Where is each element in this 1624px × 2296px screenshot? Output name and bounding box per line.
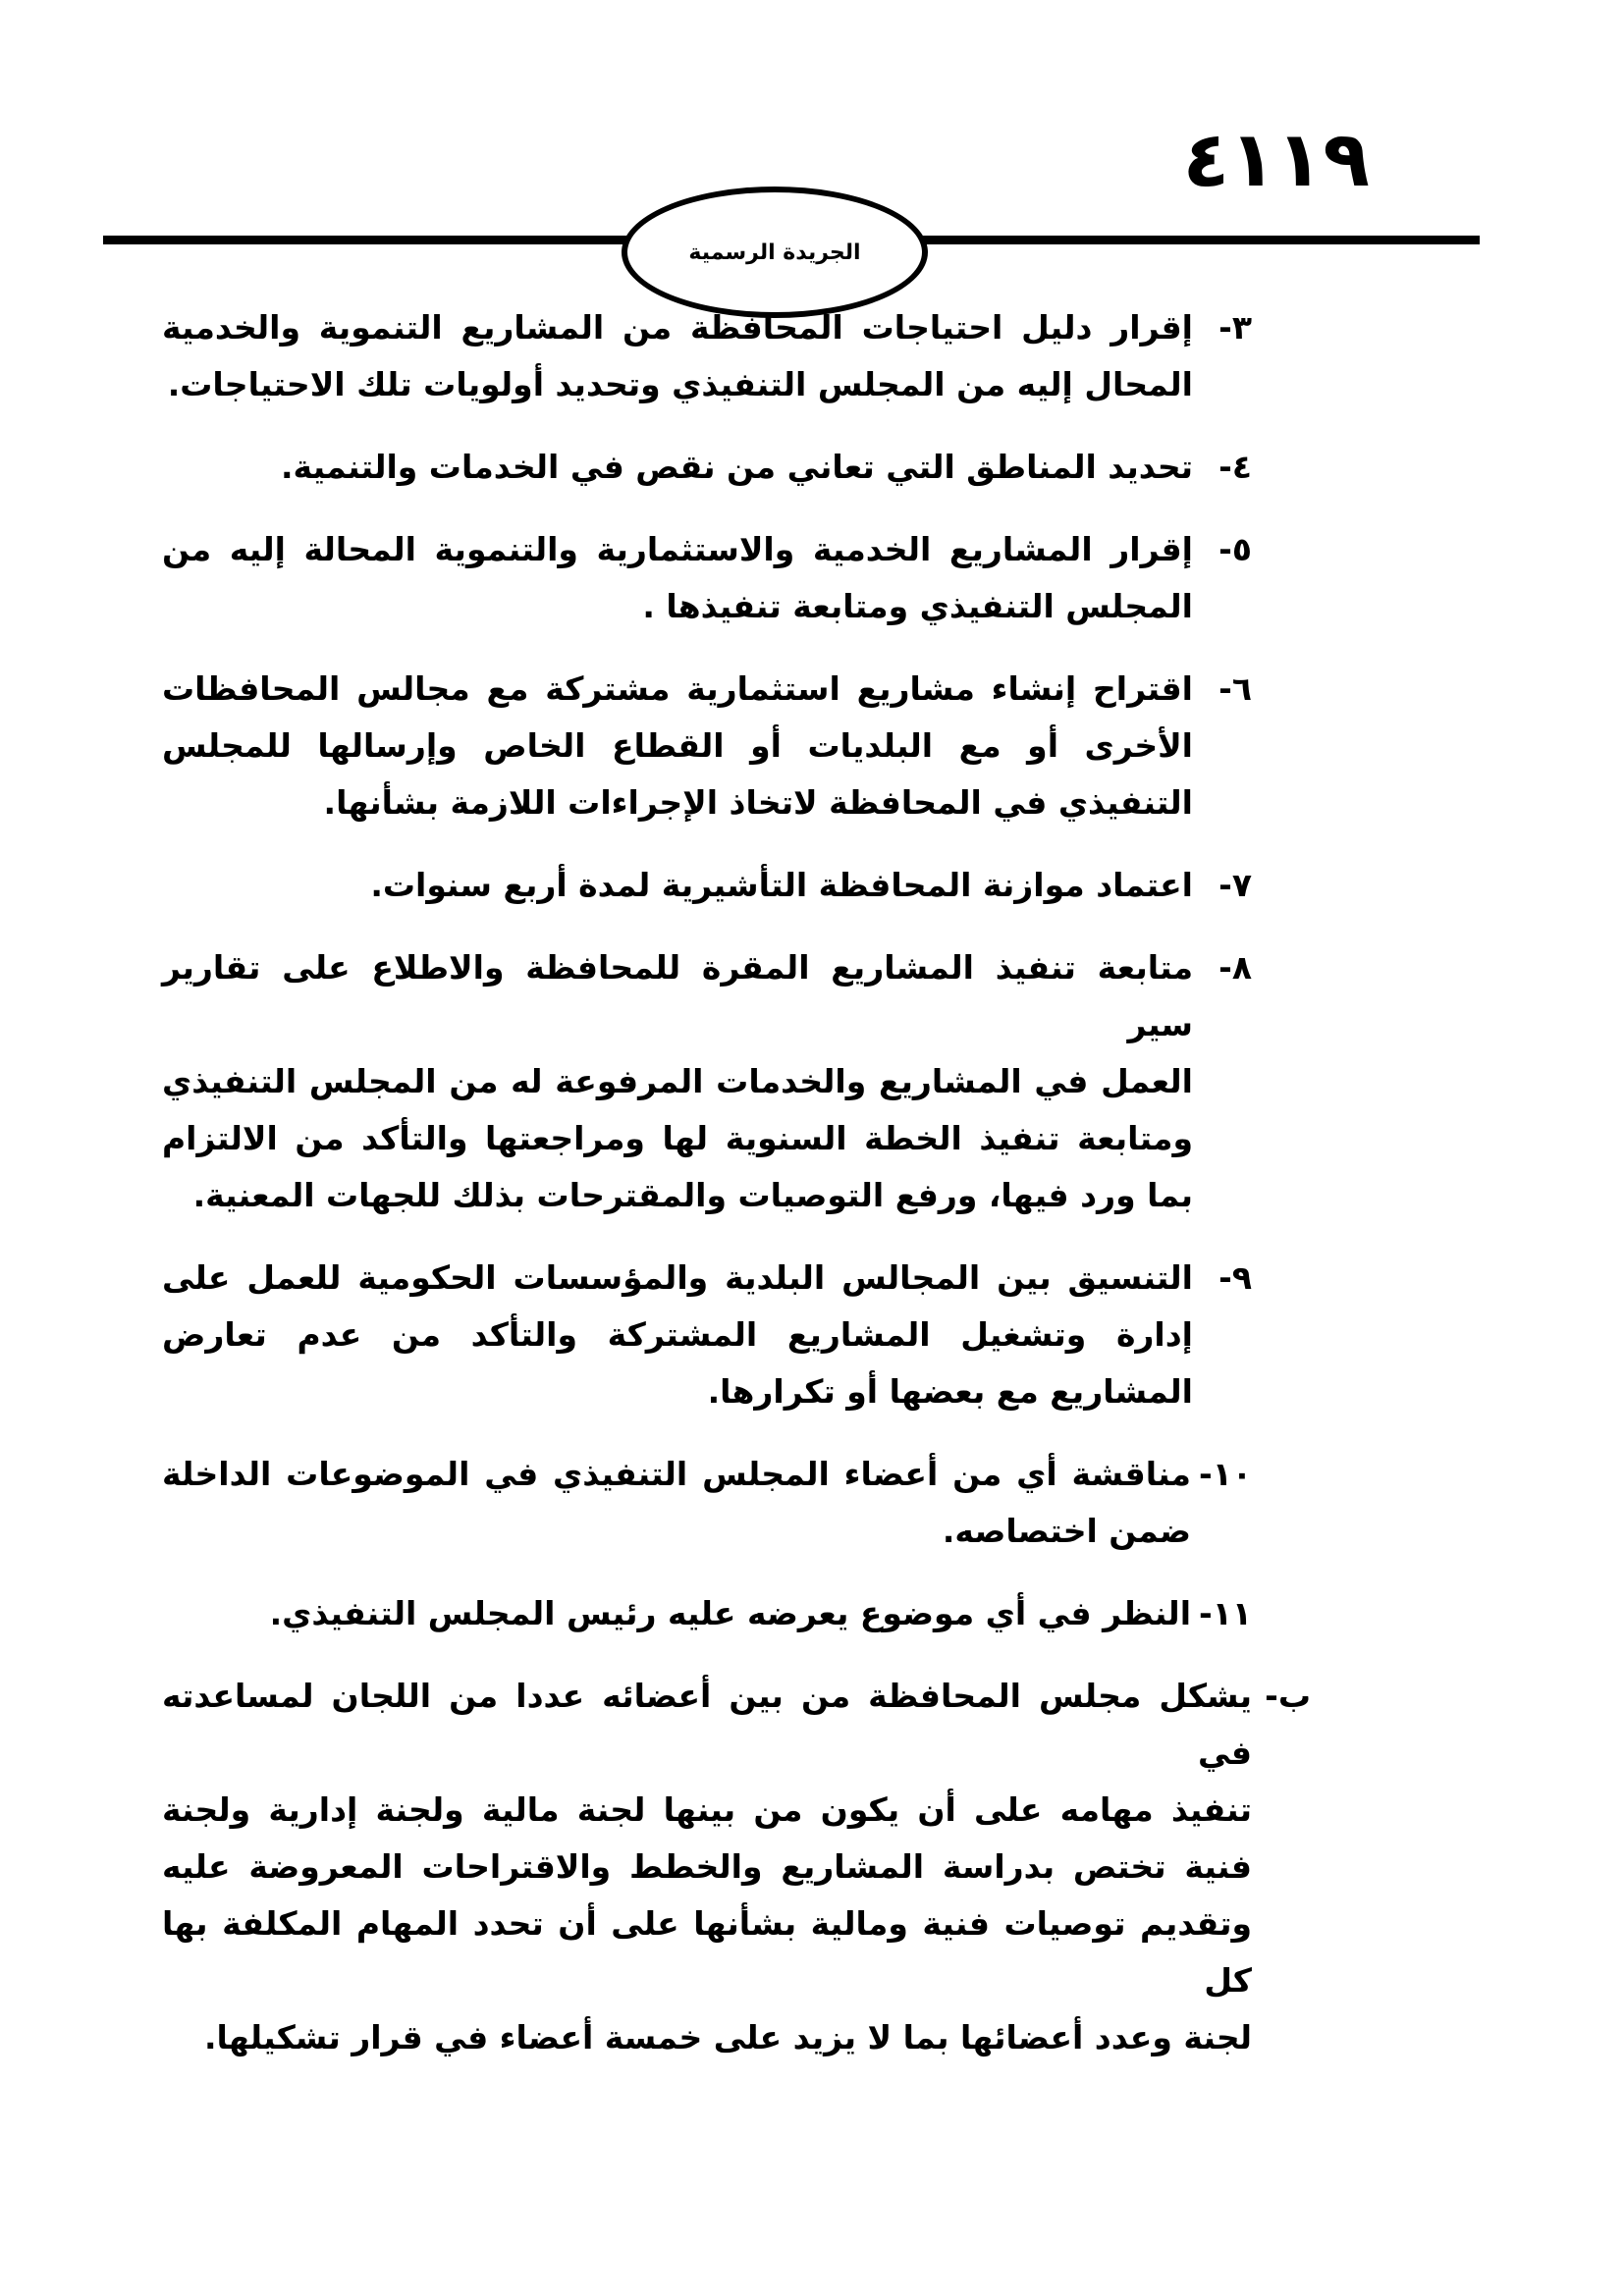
item-text-line: النظر في أي موضوع يعرضه عليه رئيس المجلس التنفيذي. bbox=[269, 1594, 1191, 1632]
item-text bbox=[162, 857, 1193, 914]
item-number: ٦- bbox=[1218, 669, 1252, 708]
item-number: ٣- bbox=[1218, 308, 1252, 347]
item-text-line: اعتماد موازنة المحافظة التأشيرية لمدة أربع سنوات. bbox=[370, 866, 1193, 904]
item-text-line: إقرار المشاريع الخدمية والاستثمارية والتنموية المحالة إليه من bbox=[162, 530, 1193, 568]
item-text-line: المحال إليه من المجلس التنفيذي وتحديد أولويات تلك الاحتياجات. bbox=[167, 365, 1193, 403]
list-item bbox=[162, 299, 1252, 413]
item-text-line: التنسيق بين المجالس البلدية والمؤسسات الحكومية للعمل على bbox=[162, 1258, 1193, 1297]
item-text-line: تحديد المناطق التي تعاني من نقص في الخدمات والتنمية. bbox=[281, 448, 1193, 486]
item-number: ١٠- bbox=[1199, 1455, 1252, 1493]
list-item bbox=[162, 661, 1252, 831]
item-text-line: تنفيذ مهامه على أن يكون من بينها لجنة مالية ولجنة إدارية ولجنة bbox=[162, 1790, 1252, 1829]
item-text-line: إقرار دليل احتياجات المحافظة من المشاريع التنموية والخدمية bbox=[162, 308, 1193, 347]
item-text bbox=[162, 439, 1193, 496]
item-number: ٥- bbox=[1218, 530, 1252, 568]
item-text-line: المشاريع مع بعضها أو تكرارها. bbox=[707, 1372, 1193, 1411]
item-text-line: مناقشة أي من أعضاء المجلس التنفيذي في الموضوعات الداخلة bbox=[162, 1455, 1191, 1493]
item-number: ٤- bbox=[1218, 448, 1252, 486]
item-text bbox=[162, 661, 1193, 831]
item-text-line: لجنة وعدد أعضائها بما لا يزيد على خمسة أعضاء في قرار تشكيلها. bbox=[203, 2018, 1252, 2056]
list-item bbox=[162, 1250, 1252, 1420]
item-text-line: ضمن اختصاصه. bbox=[942, 1512, 1191, 1550]
item-text-line: اقتراح إنشاء مشاريع استثمارية مشتركة مع مجالس المحافظات bbox=[162, 669, 1193, 708]
item-number: ٧- bbox=[1218, 866, 1252, 904]
list-item bbox=[162, 857, 1252, 914]
list-item bbox=[162, 939, 1252, 1224]
item-number: ب- bbox=[1265, 1677, 1311, 1715]
item-text bbox=[162, 1446, 1191, 1560]
item-text-line: التنفيذي في المحافظة لاتخاذ الإجراءات اللازمة بشأنها. bbox=[323, 783, 1193, 822]
gazette-title: الجريدة الرسمية bbox=[688, 240, 861, 265]
item-text-line: متابعة تنفيذ المشاريع المقرة للمحافظة والاطلاع على تقارير سير bbox=[162, 948, 1193, 1043]
list-item bbox=[162, 439, 1252, 496]
item-text bbox=[162, 521, 1193, 635]
item-text bbox=[162, 299, 1193, 413]
item-text-line: إدارة وتشغيل المشاريع المشتركة والتأكد من عدم تعارض bbox=[162, 1315, 1193, 1354]
list-item bbox=[162, 1446, 1252, 1560]
item-text-line: بما ورد فيها، ورفع التوصيات والمقترحات بذلك للجهات المعنية. bbox=[192, 1176, 1193, 1214]
item-text bbox=[162, 1250, 1193, 1420]
article-items bbox=[162, 299, 1311, 2092]
item-text bbox=[162, 1668, 1252, 2066]
page-number: ٤١١٩ bbox=[1182, 116, 1370, 204]
item-number: ٩- bbox=[1218, 1258, 1252, 1297]
item-text-line: الأخرى أو مع البلديات أو القطاع الخاص وإرسالها للمجلس bbox=[162, 726, 1193, 765]
item-text bbox=[162, 939, 1193, 1224]
list-item bbox=[162, 521, 1252, 635]
item-number: ٨- bbox=[1218, 948, 1252, 987]
item-text bbox=[162, 1585, 1191, 1642]
gazette-title-oval bbox=[622, 187, 928, 318]
item-text-line: وتقديم توصيات فنية ومالية بشأنها على أن تحدد المهام المكلفة بها كل bbox=[162, 1904, 1252, 2000]
list-item bbox=[162, 1668, 1311, 2066]
item-text-line: يشكل مجلس المحافظة من بين أعضائه عددا من اللجان لمساعدته في bbox=[162, 1677, 1252, 1772]
item-text-line: ومتابعة تنفيذ الخطة السنوية لها ومراجعتها والتأكد من الالتزام bbox=[162, 1119, 1193, 1157]
list-item bbox=[162, 1585, 1252, 1642]
item-text-line: المجلس التنفيذي ومتابعة تنفيذها . bbox=[642, 587, 1193, 625]
item-number: ١١- bbox=[1199, 1594, 1252, 1632]
item-text-line: العمل في المشاريع والخدمات المرفوعة له من المجلس التنفيذي bbox=[162, 1062, 1193, 1100]
item-text-line: فنية تختص بدراسة المشاريع والخطط والاقتراحات المعروضة عليه bbox=[162, 1847, 1252, 1886]
